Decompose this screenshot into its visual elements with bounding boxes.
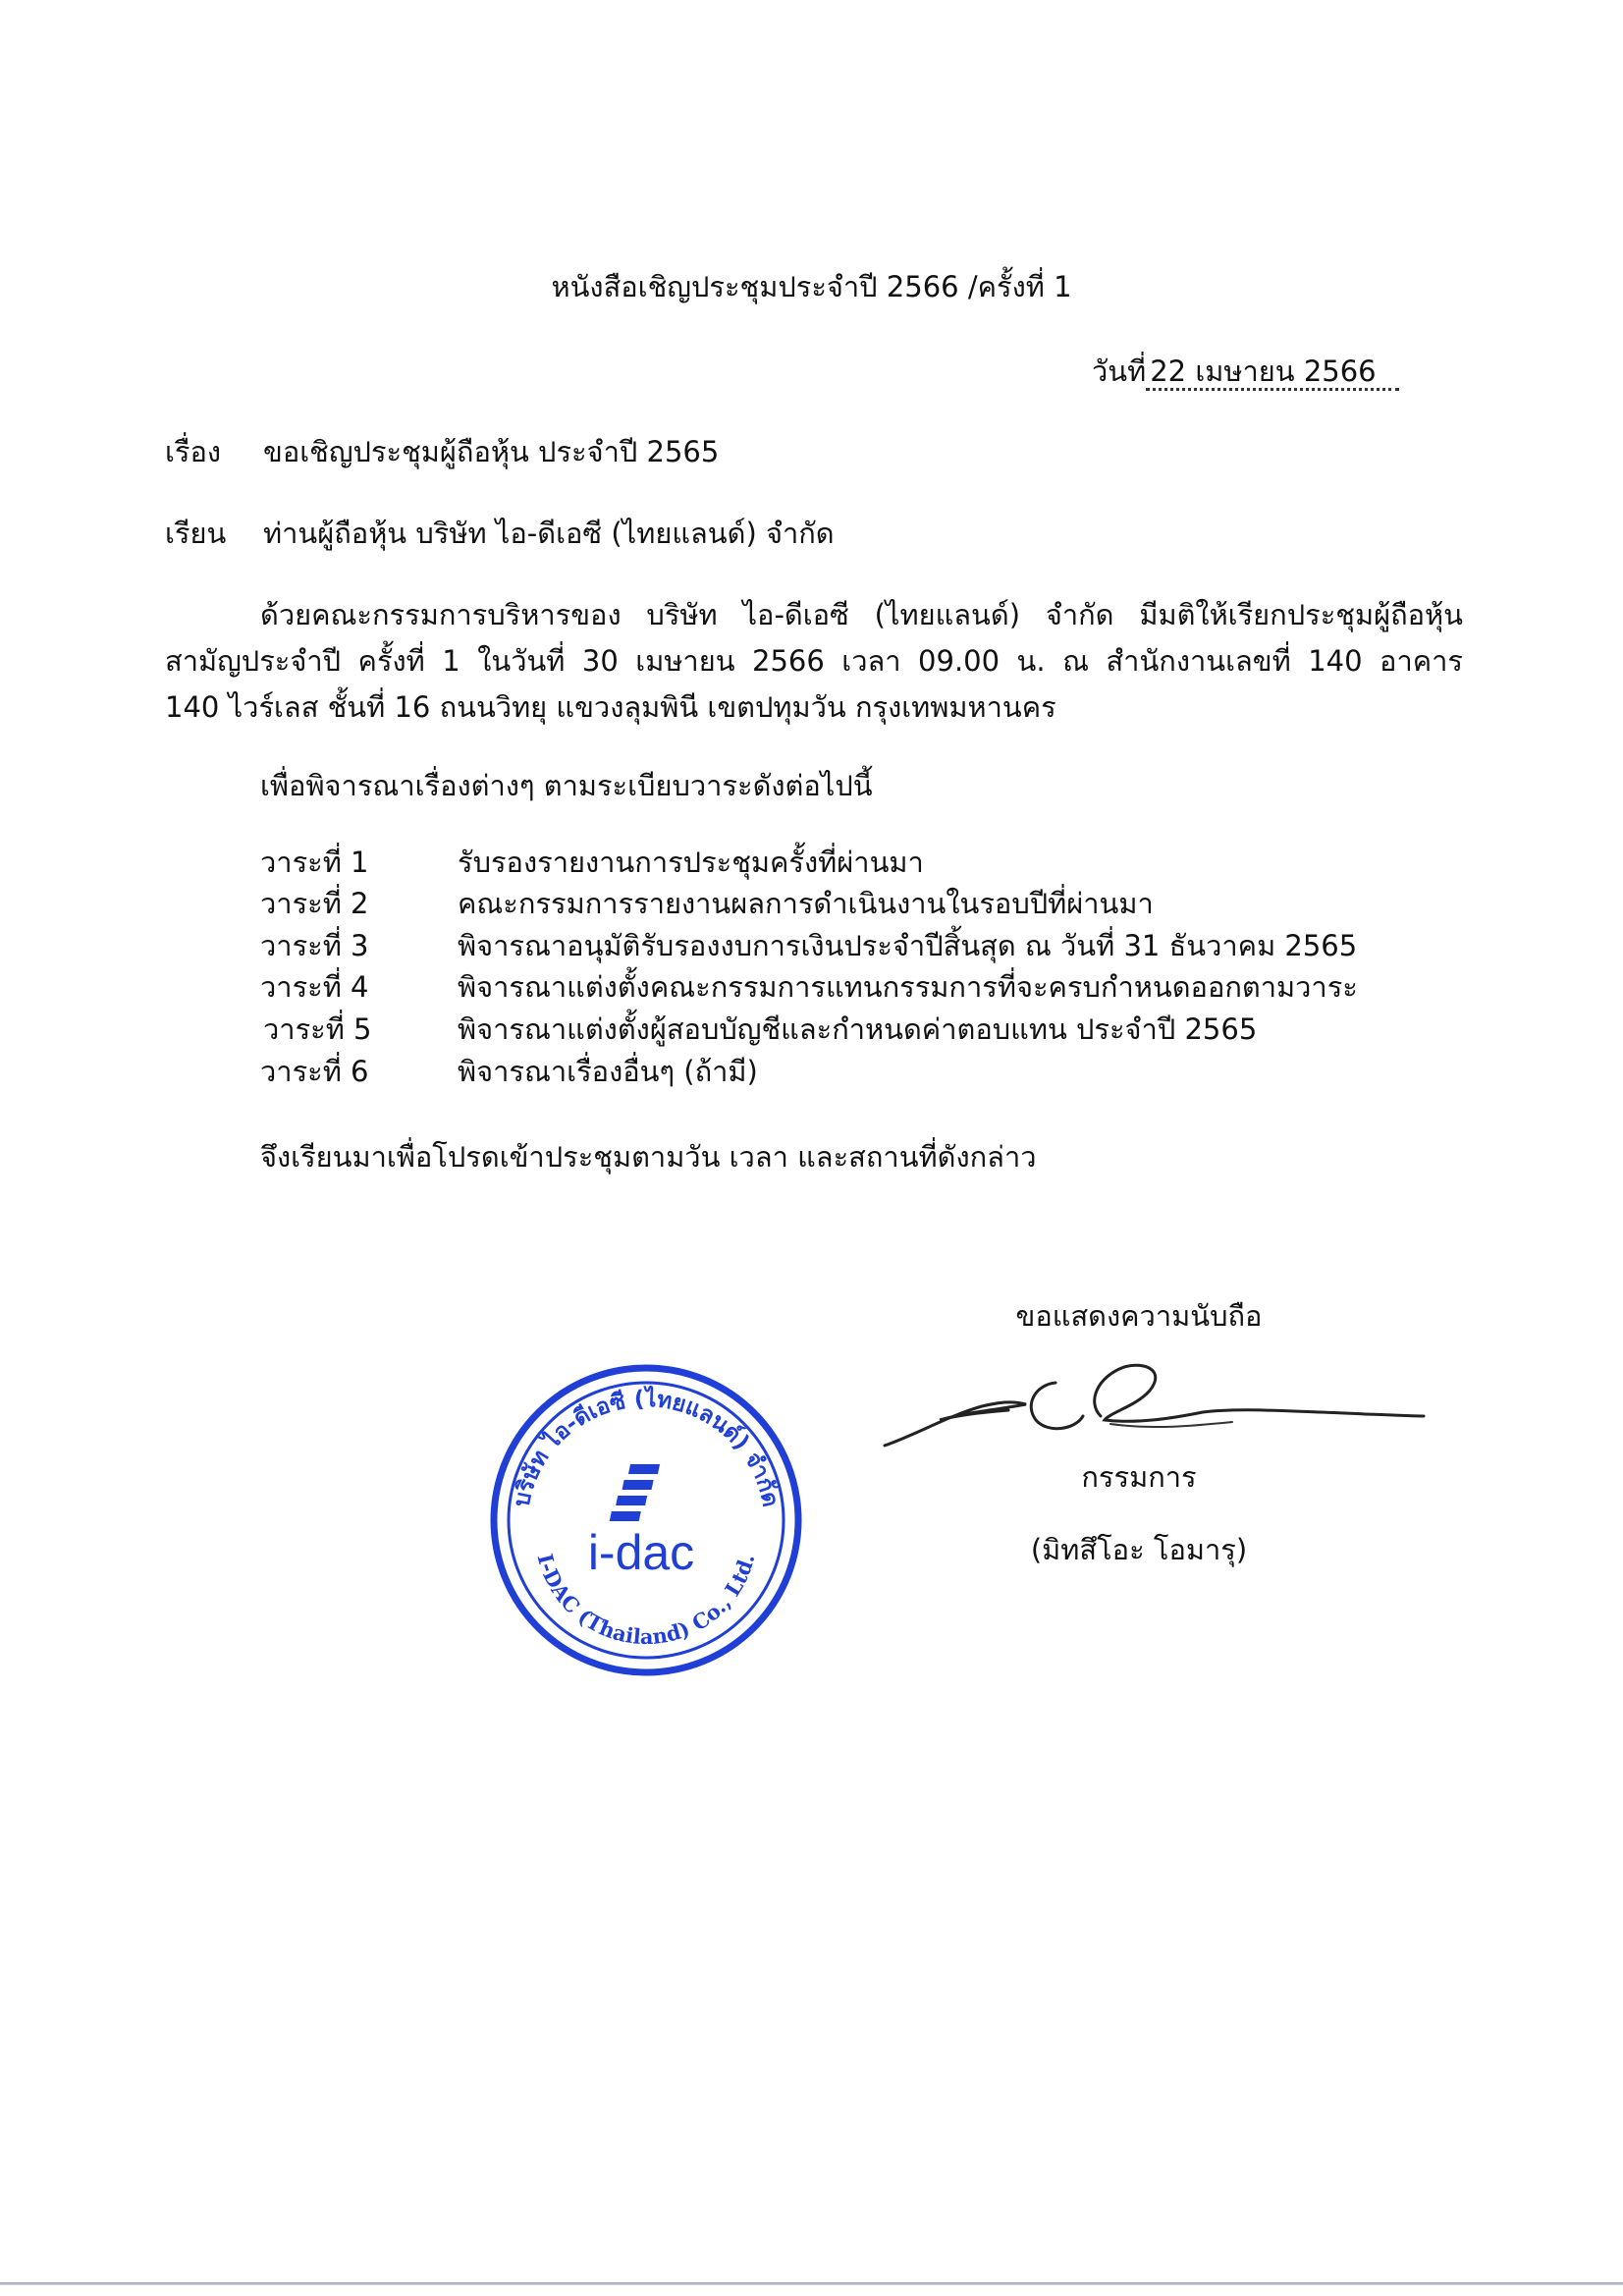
regards-text: ขอแสดงความนับถือ — [1015, 1299, 1263, 1333]
agenda-number: วาระที่ 3 — [260, 929, 369, 962]
body-line-2: สามัญประจำปี ครั้งที่ 1 ในวันที่ 30 เมษายน 2566 เวลา 09.00 น. ณ สำนักงานเลขที่ 140 อาคาร — [165, 644, 1463, 678]
signatory-name: (มิทสึโอะ โอมารุ) — [1030, 1533, 1248, 1566]
agenda-description: พิจารณาอนุมัติรับรองงบการเงินประจำปีสิ้นสุด ณ วันที่ 31 ธันวาคม 2565 — [458, 929, 1358, 962]
agenda-description: พิจารณาเรื่องอื่นๆ (ถ้ามี) — [458, 1055, 758, 1088]
agenda-number: วาระที่ 2 — [260, 887, 369, 920]
body-line-1: ด้วยคณะกรรมการบริหารของ บริษัท ไอ-ดีเอซี (ไทยแลนด์) จำกัด มีมติให้เรียกประชุมผู้ถือหุ้น — [260, 598, 1463, 631]
recipient-label: เรียน — [165, 517, 227, 550]
svg-text:บริษัท ไอ-ดีเอซี (ไทยแลนด์) จำ: บริษัท ไอ-ดีเอซี (ไทยแลนด์) จำกัด — [509, 1386, 784, 1509]
page-bottom-edge — [0, 2282, 1623, 2285]
agenda-number: วาระที่ 6 — [260, 1055, 369, 1088]
agenda-description: พิจารณาแต่งตั้งคณะกรรมการแทนกรรมการที่จะครบกำหนดออกตามวาระ — [458, 970, 1358, 1004]
agenda-number: วาระที่ 4 — [260, 970, 369, 1004]
agenda-intro: เพื่อพิจารณาเรื่องต่างๆ ตามระเบียบวาระดังต่อไปนี้ — [260, 769, 873, 802]
date-label: วันที่ — [1092, 355, 1147, 388]
svg-text:I-DAC (Thailand) Co., Ltd.: I-DAC (Thailand) Co., Ltd. — [532, 1551, 760, 1650]
agenda-description: พิจารณาแต่งตั้งผู้สอบบัญชีและกำหนดค่าตอบแทน ประจำปี 2565 — [458, 1012, 1258, 1046]
agenda-description: คณะกรรมการรายงานผลการดำเนินงานในรอบปีที่ผ่านมา — [458, 887, 1154, 920]
company-seal — [484, 1358, 808, 1682]
agenda-description: รับรองรายงานการประชุมครั้งที่ผ่านมา — [458, 846, 924, 879]
agenda-number: วาระที่ 5 — [263, 1012, 372, 1046]
signatory-position: กรรมการ — [1081, 1460, 1197, 1494]
recipient-text: ท่านผู้ถือหุ้น บริษัท ไอ-ดีเอซี (ไทยแลนด์) จำกัด — [263, 517, 835, 550]
agenda-number: วาระที่ 1 — [260, 846, 369, 879]
date-line — [1092, 352, 1399, 391]
svg-text:i-dac: i-dac — [587, 1525, 695, 1580]
idac-logo-icon — [610, 1464, 660, 1521]
closing-line: จึงเรียนมาเพื่อโปรดเข้าประชุมตามวัน เวลา และสถานที่ดังกล่าว — [260, 1140, 1037, 1174]
date-value: 22 เมษายน 2566 — [1146, 355, 1399, 391]
subject-label: เรื่อง — [165, 435, 222, 468]
document-title: หนังสือเชิญประชุมประจำปี 2566 /ครั้งที่ 1 — [551, 270, 1072, 303]
signature-mark — [879, 1355, 1429, 1463]
subject-text: ขอเชิญประชุมผู้ถือหุ้น ประจำปี 2565 — [263, 435, 720, 468]
body-line-3: 140 ไวร์เลส ชั้นที่ 16 ถนนวิทยุ แขวงลุมพินี เขตปทุมวัน กรุงเทพมหานคร — [165, 690, 1056, 724]
